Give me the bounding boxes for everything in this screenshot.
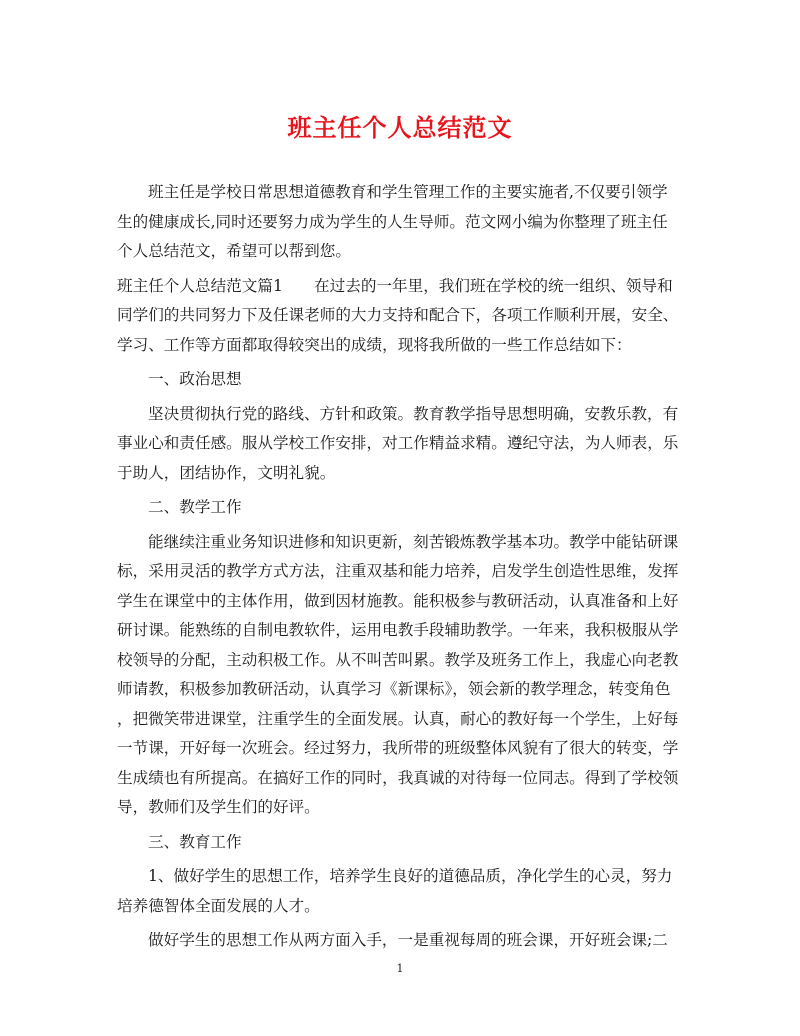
text-line: 班主任个人总结范文篇1 在过去的一年里，我们班在学校的统一组织、领导和 [117,276,673,295]
text-line: 培养德智体全面发展的人才。 [117,896,320,915]
section1-paragraph [117,272,683,361]
text-line: 研讨课。能熟练的自制电教软件，运用电教手段辅助教学。一年来，我积极服从学 [117,621,679,639]
text-line: 学生在课堂中的主体作用，做到因材施教。能积极参与教研活动，认真准备和上好 [117,591,679,610]
text-line: ，把微笑带进课堂，注重学生的全面发展。认真，耐心的教好每一个学生，上好每 [117,709,679,728]
section-heading-education: 三、教育工作 [148,832,242,851]
text-line: 个人总结范文，希望可以帮到您。 [117,242,351,260]
text-line: 同学们的共同努力下及任课老师的大力支持和配合下，各项工作顺利开展，安全、 [117,306,679,324]
text-line: 师请教，积极参加教研活动，认真学习《新课标》，领会新的教学理念，转变角色 [117,680,671,698]
education-paragraph-1 [117,862,683,921]
document-body [117,178,683,961]
section-heading-teaching: 二、教学工作 [148,498,242,516]
text-line: 于助人，团结协作，文明礼貌。 [117,463,336,482]
text-line: 做好学生的思想工作从两方面入手，一是重视每周的班会课，开好班会课;二 [148,931,668,949]
text-line: 班主任是学校日常思想道德教育和学生管理工作的主要实施者,不仅要引领学 [148,183,668,201]
text-line: 学习、工作等方面都取得较突出的成绩，现将我所做的一些工作总结如下： [117,335,632,354]
text-line: 导，教师们及学生们的好评。 [117,798,320,816]
text-line: 能继续注重业务知识进修和知识更新，刻苦锻炼教学基本功。教学中能钻研课 [148,532,679,551]
text-line: 标，采用灵活的教学方式方法，注重双基和能力培养，启发学生创造性思维，发挥 [117,562,679,580]
education-paragraph-2 [117,926,683,956]
document-title: 班主任个人总结范文 [287,113,513,142]
text-line: 生的健康成长,同时还要努力成为学生的人生导师。范文网小编为你整理了班主任 [117,212,668,231]
text-line: 一节课，开好每一次班会。经过努力，我所带的班级整体风貌有了很大的转变，学 [117,739,679,757]
politics-paragraph [117,400,683,489]
teaching-paragraph [117,528,683,823]
section-heading-politics: 一、政治思想 [148,370,242,388]
text-line: 坚决贯彻执行党的路线、方针和政策。教育教学指导思想明确，安教乐教，有 [148,404,679,423]
text-line: 校领导的分配，主动积极工作。从不叫苦叫累。教学及班务工作上，我虚心向老教 [117,650,679,669]
text-line: 1、做好学生的思想工作，培养学生良好的道德品质，净化学生的心灵，努力 [148,867,673,885]
page-number: 1 [396,962,404,975]
text-line: 事业心和责任感。服从学校工作安排，对工作精益求精。遵纪守法，为人师表，乐 [117,434,679,452]
text-line: 生成绩也有所提高。在搞好工作的同时，我真诚的对待每一位同志。得到了学校领 [117,768,679,787]
intro-paragraph [117,178,683,267]
